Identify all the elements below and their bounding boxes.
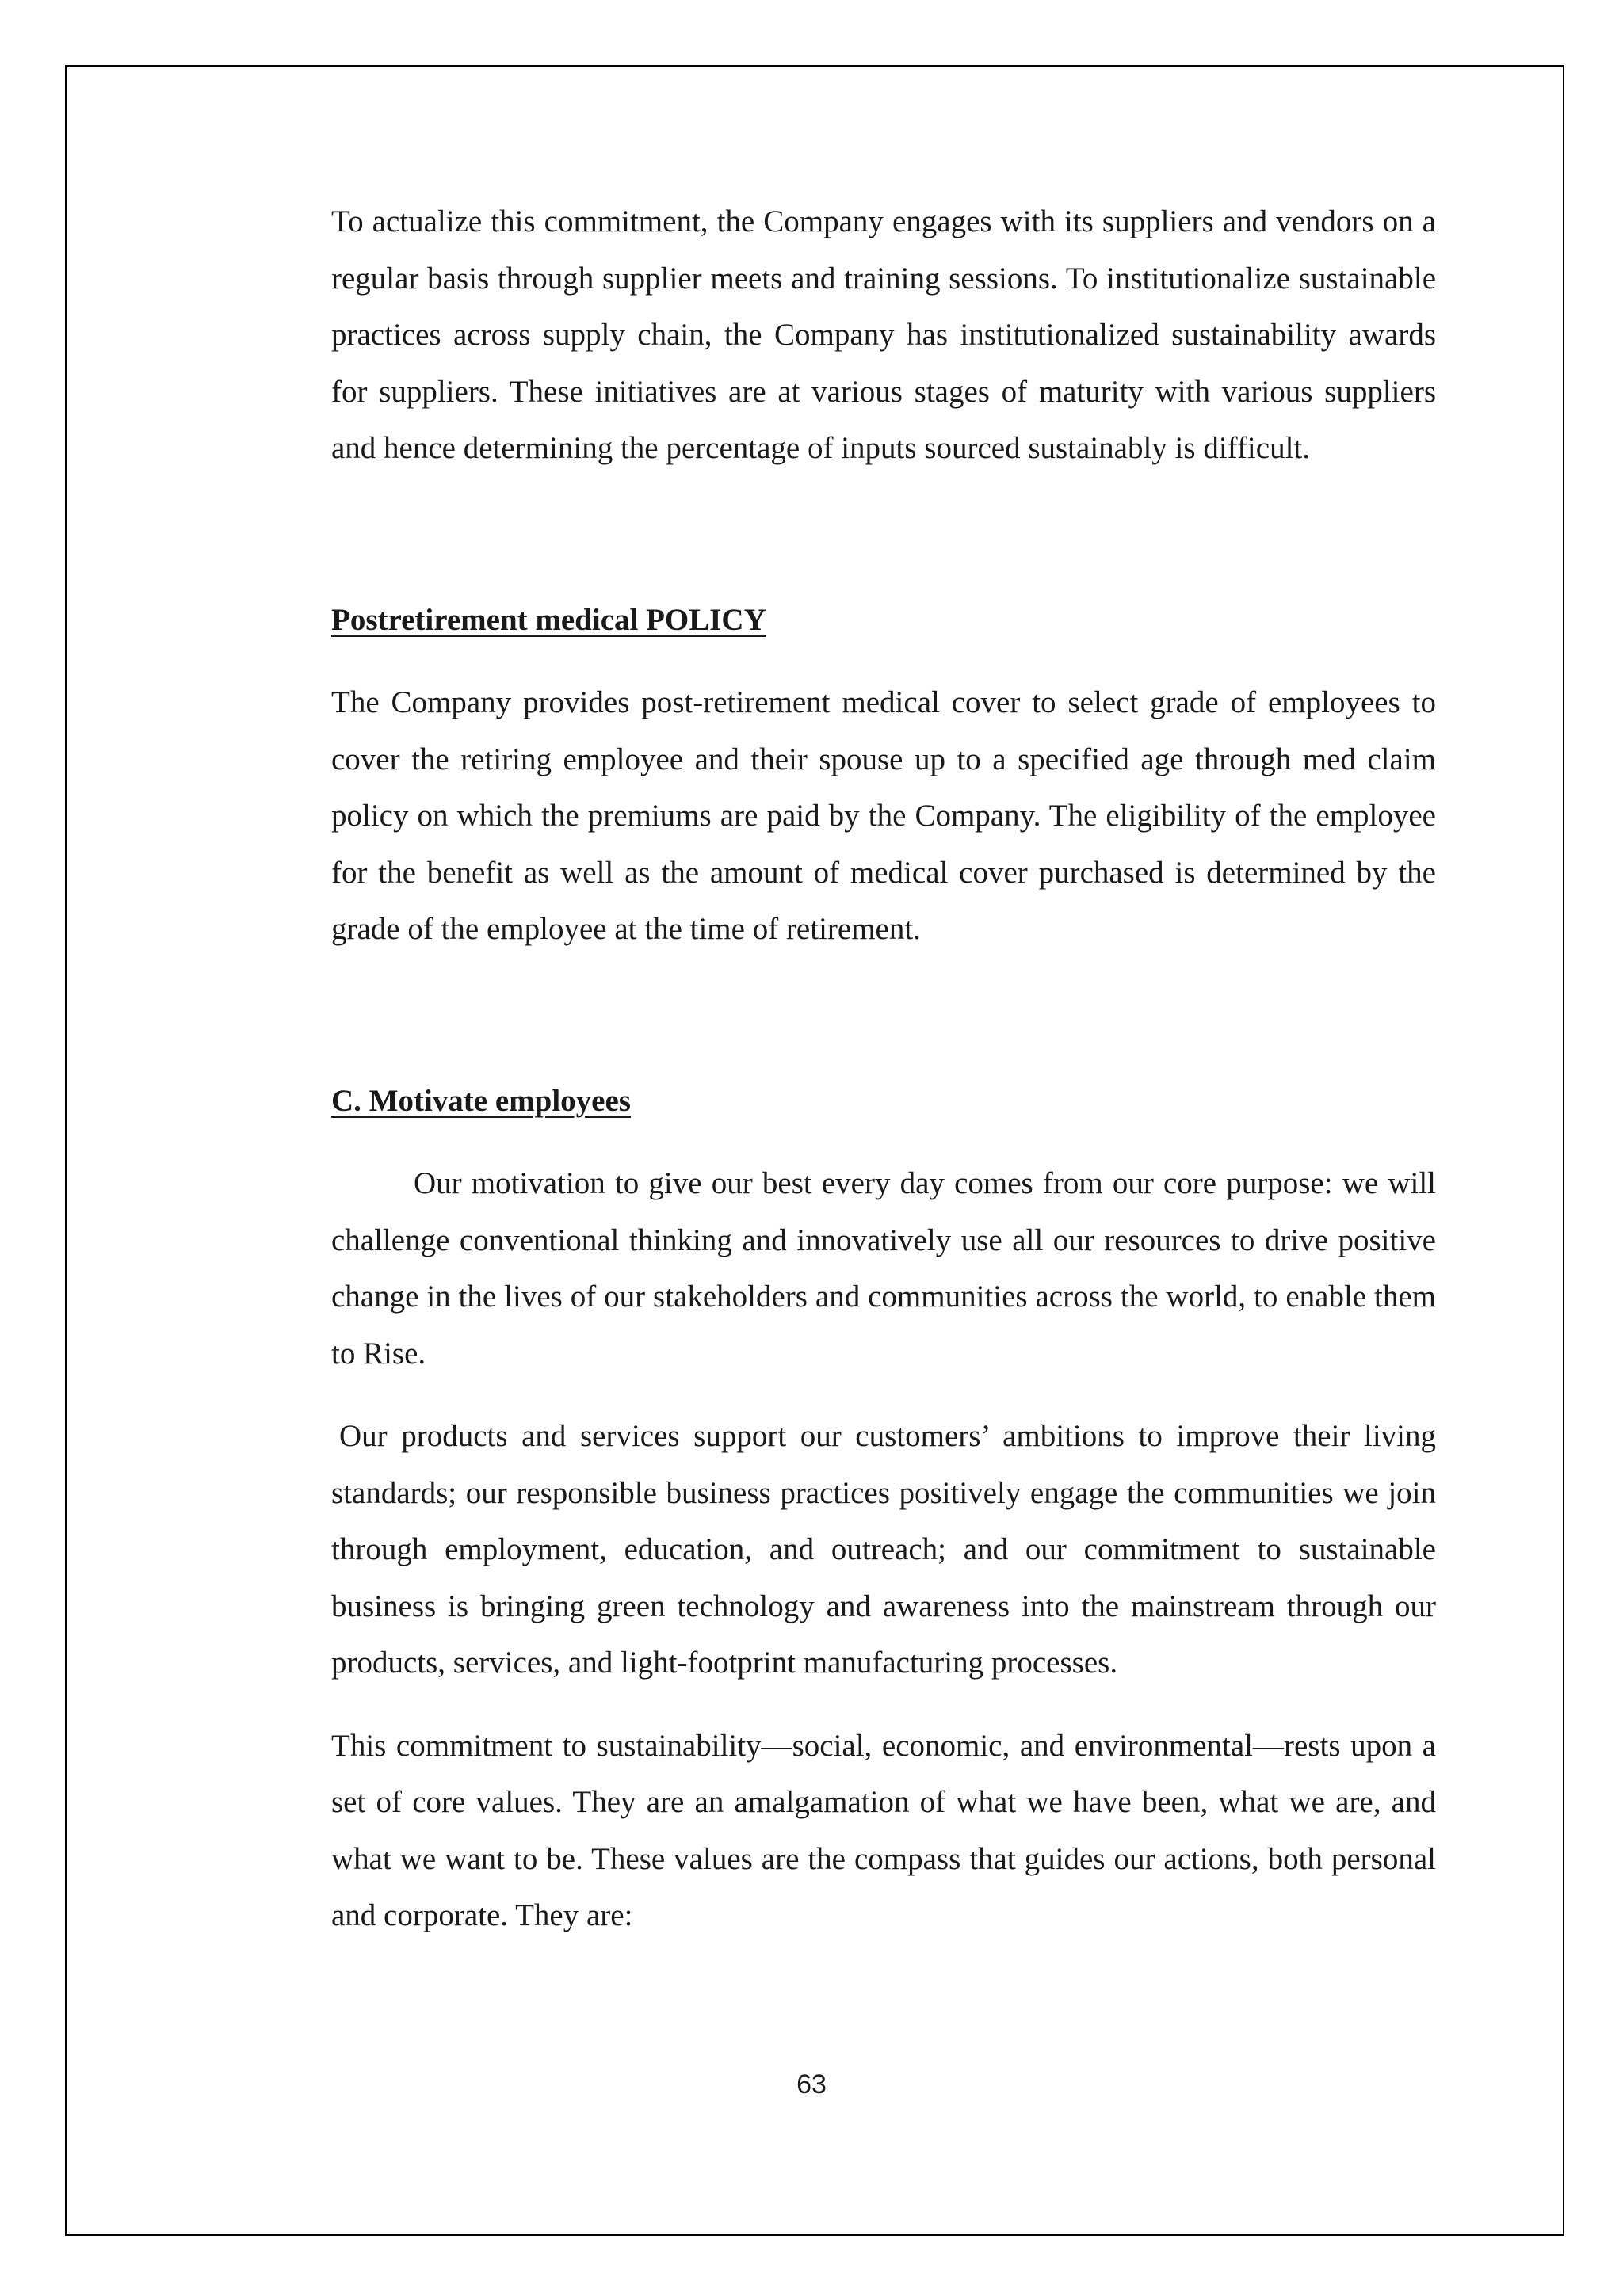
page-number: 63 [796,2069,827,2100]
heading-postretirement-medical-policy: Postretirement medical POLICY [331,602,766,637]
paragraph-core-values: This commitment to sustainability—social, economic, and environmental—rests upon a set of core values. They are an amalgamation of what we have been, what we are, and what we want to be. These values are the compass that guides our actions, both personal and corporate. They are: [331,1728,1436,1932]
paragraph-motivation: Our motivation to give our best every day comes from our core purpose: we will challenge conventional thinking and innovatively use all our resources to drive positive change in the lives of our stakeholders and communities across the world, to enable them to Rise. [331,1166,1436,1371]
paragraph-supply-chain: To actualize this commitment, the Company engages with its suppliers and vendors on a regular basis through supplier meets and training sessions. To institutionalize sustainable practices across supply chain, the Company has institutionalized sustainability awards for suppliers. These initiatives are at various stages of maturity with various suppliers and hence determining the percentage of inputs sourced sustainably is difficult. [331,204,1436,465]
document-body [331,193,1436,1944]
paragraph-products-services: Our products and services support our customers’ ambitions to improve their living standards; our responsible business practices positively engage the communities we join through employment, education, and outreach; and our commitment to sustainable business is bringing green technology and awareness into the mainstream through our products, services, and light-footprint manufacturing processes. [331,1419,1436,1680]
heading-motivate-employees: C. Motivate employees [331,1083,631,1118]
paragraph-medical-policy: The Company provides post-retirement medical cover to select grade of employees to cover the retiring employee and their spouse up to a specified age through med claim policy on which the premiums are paid by the Company. The eligibility of the employee for the benefit as well as the amount of medical cover purchased is determined by the grade of the employee at the time of retirement. [331,685,1436,946]
